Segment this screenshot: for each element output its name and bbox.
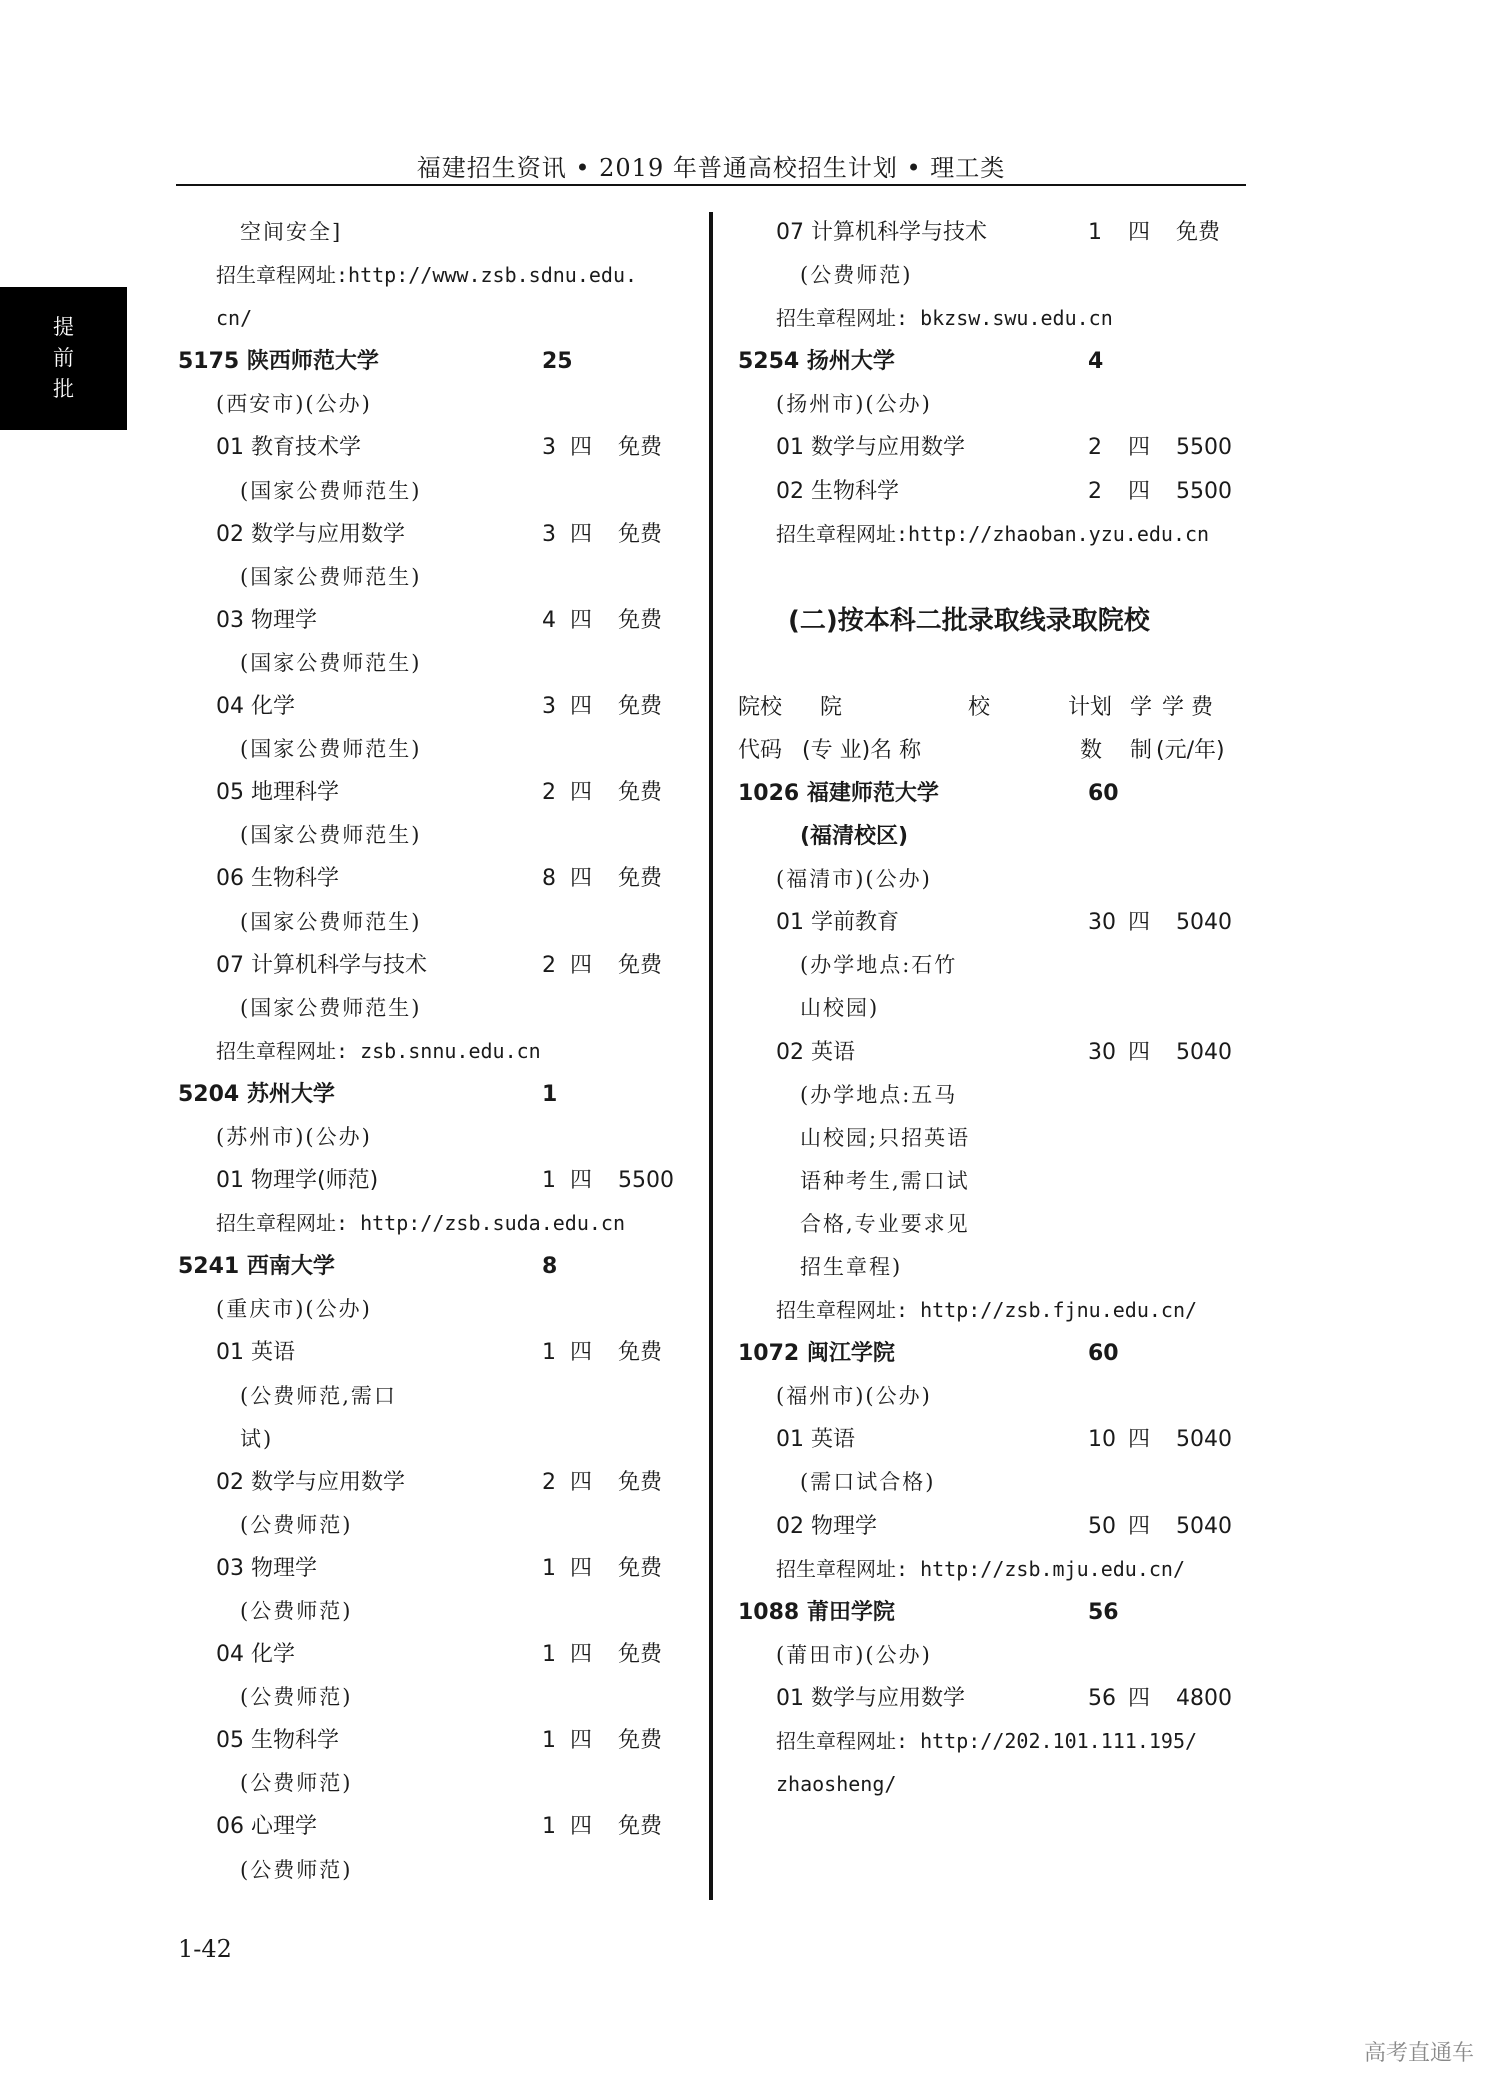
plan-value: 2 bbox=[542, 952, 556, 978]
header-years: 制 bbox=[1130, 737, 1153, 763]
fee-value: 5040 bbox=[1176, 1039, 1232, 1065]
plan-value: 25 bbox=[542, 349, 573, 375]
major-row bbox=[738, 901, 1246, 944]
university-row bbox=[178, 340, 688, 383]
fee-value: 免费 bbox=[618, 521, 663, 547]
note-row bbox=[738, 1074, 1246, 1117]
plan-value: 30 bbox=[1088, 1039, 1116, 1065]
years-value: 四 bbox=[570, 521, 593, 547]
row-text: (福州市)(公办) bbox=[776, 1384, 932, 1409]
plan-value: 2 bbox=[1088, 435, 1102, 461]
major-row bbox=[178, 599, 688, 642]
header-name-a: 院 bbox=[820, 694, 843, 720]
note-row bbox=[738, 1246, 1246, 1289]
major-row bbox=[738, 1031, 1246, 1074]
header-rule bbox=[176, 184, 1246, 186]
years-value: 四 bbox=[1128, 220, 1151, 245]
note-row bbox=[738, 254, 1246, 297]
header-plan: 计划 bbox=[1068, 694, 1113, 720]
note-row bbox=[738, 987, 1246, 1030]
fee-value: 免费 bbox=[1176, 220, 1221, 245]
row-text: 02 生物科学 bbox=[776, 478, 899, 504]
header-plan: 数 bbox=[1080, 737, 1103, 763]
major-row bbox=[178, 1159, 688, 1202]
years-value: 四 bbox=[570, 1168, 593, 1194]
fee-value: 5040 bbox=[1176, 1427, 1232, 1453]
row-text: 03 物理学 bbox=[216, 607, 317, 633]
row-text: (国家公费师范生) bbox=[240, 995, 422, 1020]
row-text: 5254 扬州大学 bbox=[738, 349, 895, 375]
university-row bbox=[738, 340, 1246, 383]
row-text: 07 计算机科学与技术 bbox=[216, 952, 427, 978]
charter-url-row bbox=[178, 297, 688, 340]
charter-url-row bbox=[178, 1202, 688, 1245]
row-text: 05 生物科学 bbox=[216, 1728, 339, 1754]
plan-value: 60 bbox=[1088, 1341, 1119, 1367]
row-text: 1026 福建师范大学 bbox=[738, 780, 939, 806]
right-column-bottom bbox=[738, 772, 1246, 1806]
note-row bbox=[178, 1590, 688, 1633]
row-text: 招生章程网址: zsb.snnu.edu.cn bbox=[216, 1038, 541, 1063]
section-title: (二)按本科二批录取线录取院校 bbox=[788, 605, 1150, 636]
fee-value: 免费 bbox=[618, 952, 663, 978]
note-row bbox=[178, 1375, 688, 1418]
plan-value: 1 bbox=[542, 1642, 556, 1668]
row-text: 01 学前教育 bbox=[776, 910, 899, 936]
years-value: 四 bbox=[570, 1469, 593, 1495]
fee-value: 免费 bbox=[618, 866, 663, 892]
fee-value: 4800 bbox=[1176, 1685, 1232, 1711]
row-text: (公费师范) bbox=[800, 263, 913, 288]
right-column bbox=[738, 211, 1246, 1806]
row-text: (国家公费师范生) bbox=[240, 823, 422, 848]
row-text: 04 化学 bbox=[216, 694, 295, 720]
fee-value: 5500 bbox=[618, 1168, 674, 1194]
note-row bbox=[178, 211, 688, 254]
row-text: 招生章程网址: http://zsb.suda.edu.cn bbox=[216, 1211, 625, 1236]
side-tab-char: 前 bbox=[53, 345, 74, 370]
row-text: 02 物理学 bbox=[776, 1513, 877, 1539]
fee-value: 5040 bbox=[1176, 910, 1232, 936]
note-row bbox=[178, 1504, 688, 1547]
row-text: 06 生物科学 bbox=[216, 866, 339, 892]
years-value: 四 bbox=[1128, 1685, 1151, 1711]
plan-value: 8 bbox=[542, 866, 556, 892]
plan-value: 1 bbox=[542, 1728, 556, 1754]
row-text: 01 英语 bbox=[216, 1340, 295, 1366]
fee-value: 免费 bbox=[618, 694, 663, 720]
row-text: 04 化学 bbox=[216, 1642, 295, 1668]
plan-value: 56 bbox=[1088, 1685, 1116, 1711]
location-row bbox=[178, 1116, 688, 1159]
years-value: 四 bbox=[570, 1555, 593, 1581]
row-text: 招生章程网址: bkzsw.swu.edu.cn bbox=[776, 306, 1113, 331]
fee-value: 免费 bbox=[618, 607, 663, 633]
row-text: (办学地点:石竹 bbox=[800, 953, 958, 978]
row-text: 05 地理科学 bbox=[216, 780, 339, 806]
row-text: 01 数学与应用数学 bbox=[776, 1685, 965, 1711]
major-row bbox=[178, 1461, 688, 1504]
page-number: 1-42 bbox=[178, 1935, 232, 1963]
fee-value: 免费 bbox=[618, 1728, 663, 1754]
location-row bbox=[738, 1634, 1246, 1677]
university-row bbox=[738, 772, 1246, 815]
row-text: (公费师范) bbox=[240, 1512, 353, 1537]
major-row bbox=[738, 470, 1246, 513]
note-row bbox=[178, 987, 688, 1030]
years-value: 四 bbox=[1128, 435, 1151, 461]
left-column bbox=[178, 211, 688, 1892]
row-text: (国家公费师范生) bbox=[240, 737, 422, 762]
note-row bbox=[178, 901, 688, 944]
charter-url-row bbox=[738, 1548, 1246, 1591]
years-value: 四 bbox=[570, 694, 593, 720]
major-row bbox=[738, 1677, 1246, 1720]
charter-url-row bbox=[738, 513, 1246, 556]
plan-value: 3 bbox=[542, 694, 556, 720]
row-text: 招生章程网址:http://zhaoban.yzu.edu.cn bbox=[776, 521, 1210, 546]
major-row bbox=[178, 771, 688, 814]
years-value: 四 bbox=[1128, 1513, 1151, 1539]
header-code: 代码 bbox=[738, 737, 783, 763]
university-row bbox=[738, 1591, 1246, 1634]
column-divider bbox=[709, 212, 713, 1900]
major-row bbox=[178, 1547, 688, 1590]
plan-value: 1 bbox=[1088, 220, 1102, 245]
row-text: 03 物理学 bbox=[216, 1555, 317, 1581]
major-row bbox=[738, 426, 1246, 469]
row-text: (公费师范) bbox=[240, 1685, 353, 1710]
years-value: 四 bbox=[1128, 1039, 1151, 1065]
row-text: 招生章程网址:http://www.zsb.sdnu.edu. bbox=[216, 263, 638, 288]
years-value: 四 bbox=[570, 780, 593, 806]
plan-value: 1 bbox=[542, 1555, 556, 1581]
header-code: 院校 bbox=[738, 694, 783, 720]
plan-value: 50 bbox=[1088, 1513, 1116, 1539]
row-text: 01 数学与应用数学 bbox=[776, 435, 965, 461]
row-text: cn/ bbox=[216, 306, 253, 331]
plan-value: 56 bbox=[1088, 1599, 1119, 1625]
years-value: 四 bbox=[570, 1642, 593, 1668]
years-value: 四 bbox=[570, 1340, 593, 1366]
note-row bbox=[738, 815, 1246, 858]
plan-value: 2 bbox=[542, 780, 556, 806]
row-text: 01 英语 bbox=[776, 1427, 855, 1453]
row-text: (福清校区) bbox=[800, 824, 909, 850]
row-text: 5204 苏州大学 bbox=[178, 1081, 335, 1107]
plan-value: 1 bbox=[542, 1081, 558, 1107]
years-value: 四 bbox=[570, 1728, 593, 1754]
row-text: 招生章程网址: http://zsb.fjnu.edu.cn/ bbox=[776, 1298, 1198, 1323]
location-row bbox=[738, 858, 1246, 901]
row-text: 1072 闽江学院 bbox=[738, 1341, 895, 1367]
major-row bbox=[178, 426, 688, 469]
plan-value: 60 bbox=[1088, 780, 1119, 806]
row-text: (国家公费师范生) bbox=[240, 564, 422, 589]
fee-value: 5500 bbox=[1176, 435, 1232, 461]
row-text: (公费师范) bbox=[240, 1857, 353, 1882]
fee-value: 免费 bbox=[618, 780, 663, 806]
note-row bbox=[738, 944, 1246, 987]
plan-value: 2 bbox=[542, 1469, 556, 1495]
plan-value: 4 bbox=[1088, 349, 1104, 375]
row-text: 07 计算机科学与技术 bbox=[776, 220, 987, 245]
header-name: (专 业)名 称 bbox=[802, 737, 922, 763]
location-row bbox=[738, 383, 1246, 426]
major-row bbox=[178, 1633, 688, 1676]
fee-value: 5040 bbox=[1176, 1513, 1232, 1539]
header-years: 学 bbox=[1130, 694, 1153, 720]
row-text: 语种考生,需口试 bbox=[800, 1168, 970, 1193]
column-header-line1 bbox=[738, 686, 1246, 729]
plan-value: 30 bbox=[1088, 910, 1116, 936]
header-title: 福建招生资讯 • 2019 年普通高校招生计划 • 理工类 bbox=[416, 154, 1006, 182]
row-text: (公费师范,需口 bbox=[240, 1383, 397, 1408]
row-text: 06 心理学 bbox=[216, 1814, 317, 1840]
years-value: 四 bbox=[570, 952, 593, 978]
university-row bbox=[178, 1073, 688, 1116]
major-row bbox=[178, 513, 688, 556]
row-text: (公费师范) bbox=[240, 1771, 353, 1796]
fee-value: 免费 bbox=[618, 1555, 663, 1581]
charter-url-row bbox=[178, 1030, 688, 1073]
row-text: 5241 西南大学 bbox=[178, 1254, 335, 1280]
side-tab-char: 批 bbox=[53, 377, 74, 402]
row-text: (莆田市)(公办) bbox=[776, 1642, 932, 1667]
right-column-top bbox=[738, 211, 1246, 556]
fee-value: 免费 bbox=[618, 1469, 663, 1495]
charter-url-row bbox=[178, 254, 688, 297]
row-text: zhaosheng/ bbox=[776, 1772, 897, 1797]
years-value: 四 bbox=[570, 866, 593, 892]
row-text: (需口试合格) bbox=[800, 1470, 936, 1495]
row-text: 空间安全] bbox=[240, 220, 343, 244]
fee-value: 免费 bbox=[618, 435, 663, 461]
note-row bbox=[738, 1203, 1246, 1246]
row-text: 山校园) bbox=[800, 996, 880, 1021]
plan-value: 4 bbox=[542, 607, 556, 633]
years-value: 四 bbox=[570, 435, 593, 461]
note-row bbox=[178, 814, 688, 857]
major-row bbox=[738, 1505, 1246, 1548]
location-row bbox=[178, 1288, 688, 1331]
watermark: 高考直通车 bbox=[1363, 2041, 1474, 2066]
plan-value: 1 bbox=[542, 1340, 556, 1366]
plan-value: 3 bbox=[542, 435, 556, 461]
header-name-b: 校 bbox=[968, 694, 991, 720]
major-row bbox=[178, 1805, 688, 1848]
row-text: 01 物理学(师范) bbox=[216, 1168, 379, 1194]
years-value: 四 bbox=[570, 1814, 593, 1840]
note-row bbox=[178, 728, 688, 771]
row-text: 合格,专业要求见 bbox=[800, 1211, 970, 1236]
major-row bbox=[738, 1418, 1246, 1461]
row-text: (国家公费师范生) bbox=[240, 909, 422, 934]
note-row bbox=[738, 1461, 1246, 1504]
row-text: (扬州市)(公办) bbox=[776, 392, 932, 417]
row-text: (西安市)(公办) bbox=[216, 392, 372, 417]
row-text: 02 英语 bbox=[776, 1039, 855, 1065]
plan-value: 1 bbox=[542, 1814, 556, 1840]
plan-value: 8 bbox=[542, 1254, 558, 1280]
plan-value: 3 bbox=[542, 521, 556, 547]
major-row bbox=[178, 857, 688, 900]
charter-url-row bbox=[738, 1763, 1246, 1806]
note-row bbox=[178, 1762, 688, 1805]
column-header-line2 bbox=[738, 729, 1246, 772]
row-text: 试) bbox=[240, 1426, 274, 1451]
row-text: (国家公费师范生) bbox=[240, 478, 422, 503]
note-row bbox=[178, 1418, 688, 1461]
row-text: 招生章程网址: http://zsb.mju.edu.cn/ bbox=[776, 1556, 1185, 1581]
row-text: (重庆市)(公办) bbox=[216, 1297, 372, 1322]
header-fee: 学 费 bbox=[1162, 694, 1213, 720]
row-text: (办学地点:五马 bbox=[800, 1082, 958, 1107]
note-row bbox=[178, 1676, 688, 1719]
side-tab-char: 提 bbox=[53, 314, 74, 339]
plan-value: 2 bbox=[1088, 478, 1102, 504]
years-value: 四 bbox=[1128, 1427, 1151, 1453]
row-text: (苏州市)(公办) bbox=[216, 1124, 372, 1149]
note-row bbox=[178, 1849, 688, 1892]
university-row bbox=[178, 1245, 688, 1288]
location-row bbox=[738, 1375, 1246, 1418]
plan-value: 10 bbox=[1088, 1427, 1116, 1453]
fee-value: 免费 bbox=[618, 1340, 663, 1366]
row-text: 5175 陕西师范大学 bbox=[178, 349, 379, 375]
row-text: (国家公费师范生) bbox=[240, 650, 422, 675]
charter-url-row bbox=[738, 1289, 1246, 1332]
row-text: 山校园;只招英语 bbox=[800, 1125, 971, 1150]
major-row bbox=[738, 211, 1246, 254]
row-text: 02 数学与应用数学 bbox=[216, 1469, 405, 1495]
years-value: 四 bbox=[1128, 910, 1151, 936]
location-row bbox=[178, 383, 688, 426]
note-row bbox=[178, 470, 688, 513]
major-row bbox=[178, 944, 688, 987]
years-value: 四 bbox=[570, 607, 593, 633]
fee-value: 5500 bbox=[1176, 478, 1232, 504]
row-text: 1088 莆田学院 bbox=[738, 1599, 895, 1625]
note-row bbox=[178, 556, 688, 599]
charter-url-row bbox=[738, 297, 1246, 340]
major-row bbox=[178, 685, 688, 728]
fee-value: 免费 bbox=[618, 1642, 663, 1668]
note-row bbox=[738, 1160, 1246, 1203]
major-row bbox=[178, 1719, 688, 1762]
row-text: 01 教育技术学 bbox=[216, 435, 361, 461]
row-text: 招生章程) bbox=[800, 1254, 903, 1279]
plan-value: 1 bbox=[542, 1168, 556, 1194]
fee-value: 免费 bbox=[618, 1814, 663, 1840]
header-fee: (元/年) bbox=[1156, 737, 1225, 763]
row-text: 招生章程网址: http://202.101.111.195/ bbox=[776, 1729, 1198, 1753]
side-tab bbox=[0, 287, 127, 430]
university-row bbox=[738, 1332, 1246, 1375]
note-row bbox=[178, 642, 688, 685]
row-text: (公费师范) bbox=[240, 1599, 353, 1623]
years-value: 四 bbox=[1128, 478, 1151, 504]
charter-url-row bbox=[738, 1720, 1246, 1763]
row-text: (福清市)(公办) bbox=[776, 867, 932, 892]
note-row bbox=[738, 1117, 1246, 1160]
major-row bbox=[178, 1331, 688, 1374]
row-text: 02 数学与应用数学 bbox=[216, 521, 405, 547]
